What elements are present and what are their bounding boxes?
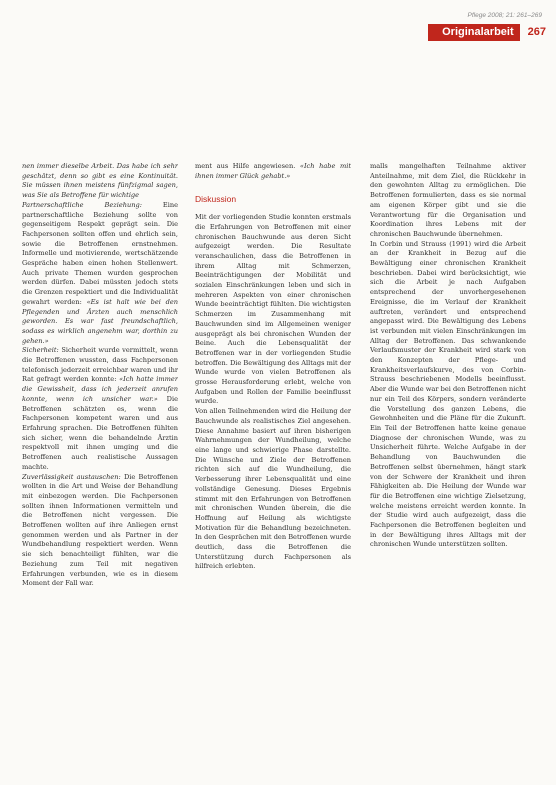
quote-text: «Es ist halt wie bei den Pflegenden und Ärzten auch menschlich geworden. Es war fast freundschaftlich, sodass es wirklich angenehm war, dorthin zu gehen.» [22,297,178,345]
paragraph: malls mangelhaften Teilnahme aktiver Anteilnahme, mit dem Ziel, die Rückkehr in den gewohnten Alltag zu ermöglichen. Die Betroffenen formulierten, dass es sie normal am eigenen Körper gibt und sie die Verantwortung für die Organisation und Koordination ihres Lebens mit der chronischen Bauchwunde übernehmen. [370,162,526,238]
subheading-reliability: Zuverlässigkeit austauschen: [22,472,121,481]
quote-text: «Ich habe mit ihnen immer Glück gehabt.» [195,162,351,180]
paragraph [22,346,178,472]
text-column-left [22,162,178,785]
subheading-partnership: Partnerschaftliche Beziehung: [22,200,142,209]
quote-text: «Ich hatte immer die Gewissheit, dass ich jederzeit anrufen konnte, wenn ich unsicher war.» [22,375,178,403]
section-heading-discussion: Diskussion [195,194,237,205]
text-column-right [370,162,526,785]
paragraph: In Corbin und Strauss (1991) wird die Arbeit an der Krankheit in Bezug auf die Bewältigung einer chronischen Krankheit beschrieben. Dabei wird berücksichtigt, wie sich die Arbeit je nach Aufgaben entsprechend der unvorhergesehenen Ereignisse, die im Verlauf der Krankheit auftreten, verändert und entsprechend angepasst wird. Die Bewältigung des Lebens ist verbunden mit vielen Einschränkungen im Alltag der Betroffenen. Das schwankende Verlaufsmuster der Krankheit wird stark von den Konzepten der Pflege- und Krankheitsverlaufskurve, des von Corbin-Strauss beschriebenen Modells beeinflusst. Aber die Wunde war bei den Betroffenen nicht nur ein Teil des Körpers, sondern veränderte die Vorstellung des ganzen Lebens, die Gewohnheiten und die Pläne für die Zukunft. Ein Teil der Betroffenen hatte keine genaue Diagnose der chronischen Wunde, was zu Unsicherheit führte. Welche Aufgabe in der Behandlung von Bauchwunden die Betroffenen selbst übernehmen, hängt stark von der Schwere der Krankheit und ihren Fähigkeiten ab. Die Heilung der Wunde war für die Betroffenen eine wichtige Zielsetzung, welche meistens erreicht werden konnte. In der Studie wird auch aufgezeigt, dass die Fachpersonen die Betroffenen begleiten und in der Bewältigung ihres Alltags mit der chronischen Wunde unterstützen sollten. [370,239,526,549]
body-text: Die Betroffenen schätzten es, wenn die Fachpersonen kompetent waren und aus Erfahrung sprachen. Die Betroffenen fühlten sich sicher, wenn die behandelnde Ärztin respektvoll mit ihnen umging und die Betroffenen auch realistische Aussagen machte. [22,394,178,471]
page-number: 267 [527,26,546,38]
paragraph: Mit der vorliegenden Studie konnten erstmals die Erfahrungen von Betroffenen mit einer chronischen Bauchwunde aus deren Sicht aufgezeigt werden. Die Resultate veranschaulichen, dass die Betroffenen in ihrem Alltag mit Schmerzen, Beeinträchtigungen der Mobilität und sozialen Einschränkungen leben und sich in mehreren Aspekten von einer chronischen Wunde beeinträchtigt fühlten. Die wichtigsten Schmerzen im Zusammenhang mit Bauchwunden sind im Allgemeinen weniger ausgeprägt als bei chronischen Wunden der Beine. Auch die Lebensqualität der Betroffenen war in der vorliegenden Studie betroffen. Die Bewältigung des Alltags mit der Wunde wurde von vielen Betroffenen als grosse Herausforderung erlebt, welche von Aufgaben und Rollen der Familie beeinflusst wurde. [195,213,351,406]
body-text: Sicherheit wurde vermittelt, wenn die Betroffenen wussten, dass Fachpersonen telefonisch jederzeit erreichbar waren und ihr Rat gefragt werden konnte: [22,346,178,384]
paragraph: Von allen Teilnehmenden wird die Heilung der Bauchwunde als realistisches Ziel angesehen. Diese Annahme basiert auf ihren bisherigen Wahrnehmungen der Wundheilung, welche eine lange und schwierige Phase darstellte. Die Wünsche und Ziele der Betroffenen richten sich auf die Wundheilung, die Verbesserung ihrer Lebensqualität und eine vollständige Genesung. Dieses Ergebnis stimmt mit den Erfahrungen von Betroffenen mit chronischen Wunden überein, die die Hoffnung auf Heilung als wichtigste Motivation für die Behandlung bezeichneten. In den Gesprächen mit den Betroffenen wurde deutlich, dass die Betroffenen die Unterstützung durch Fachpersonen als hilfreich erlebten. [195,407,351,571]
italic-quote: nen immer dieselbe Arbeit. Das habe ich sehr geschätzt, denn so gibt es eine Kontinuität. Sie müssen ihnen meistens fünfzigmal sagen, was Sie als Betroffene für wichtige [22,162,178,200]
body-text: ment aus Hilfe angewiesen. [195,162,296,170]
section-header-band [428,24,556,41]
paragraph [195,162,351,181]
body-text: Eine partnerschaftliche Beziehung sollte von gegenseitigem Respekt geprägt sein. Die Fachpersonen sollten offen und ehrlich sein, sowie die Betroffenen ernstnehmen. Informelle und motivierende, wertschätzende Gespräche haben einen hohen Stellenwert. Auch private Themen wurden gesprochen werden dürfen. Dabei müssten jedoch stets die Grenzen respektiert und die Individualität gewahrt werden: [22,200,178,306]
paragraph [22,201,178,347]
text-column-middle [195,162,351,785]
section-label: Originalarbeit [428,24,520,41]
paragraph [22,162,178,201]
body-text: Die Betroffenen wollten in die Art und Weise der Behandlung mit einbezogen werden. Die Fachpersonen sollten ihnen Informationen vermitteln und die Betroffenen nicht vergessen. Die Betroffenen wollten auf ihre Anliegen ernst genommen werden und als Partner in der Wundbehandlung respektiert werden. Wenn sie sich benachteiligt fühlten, war die Beziehung zum Teil mit negativen Erfahrungen verbunden, wie es in diesem Moment der Fall war. [22,472,178,588]
paragraph [22,473,178,589]
journal-reference: Pflege 2008; 21: 261–269 [467,12,542,19]
subheading-security: Sicherheit: [22,346,59,355]
